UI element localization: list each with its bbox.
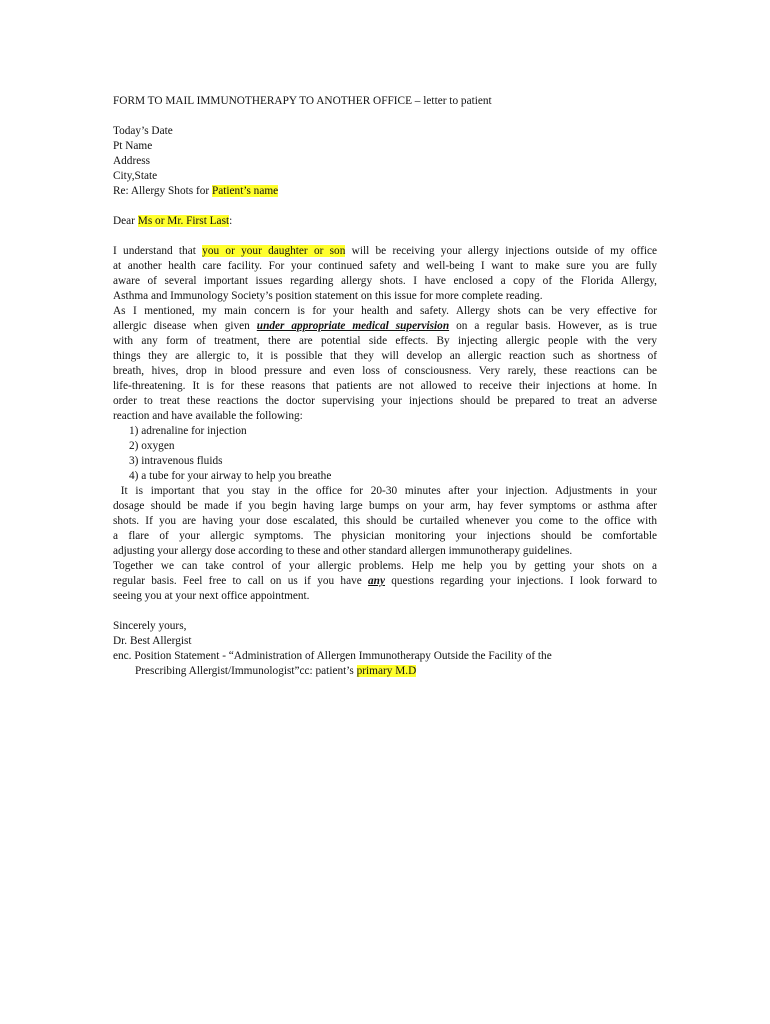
body-prefix: regular basis. Feel free to call on us if you have — [113, 575, 369, 587]
body-line: reaction and have available the following: — [113, 410, 303, 422]
body-line: shots. If you are having your dose escalated, this should be curtailed whenever you come to the office with — [113, 515, 657, 527]
salutation-suffix: : — [229, 215, 233, 227]
address-line: Address — [113, 155, 151, 167]
primary-md-highlight: primary M.D — [356, 665, 417, 677]
body-rest: questions regarding your injections. I look forward to — [384, 575, 657, 587]
body-line: life-threatening. It is for these reasons that patients are not allowed to receive their injections at home. In — [113, 380, 657, 392]
city-state-line: City,State — [113, 170, 158, 182]
body-line — [113, 574, 657, 589]
equipment-list — [113, 424, 657, 484]
letter-page — [113, 94, 657, 679]
re-patient-name-highlight: Patient’s name — [211, 185, 279, 197]
re-prefix: Re: Allergy Shots for — [113, 185, 212, 197]
enclosure-cc-prefix: Prescribing Allergist/Immunologist”cc: patient’s — [135, 665, 357, 677]
spacer — [113, 604, 657, 619]
spacer — [113, 199, 657, 214]
body-line: with any form of treatment, there are potential side effects. By injecting allergic people with the very — [113, 335, 657, 347]
salutation-prefix: Dear — [113, 215, 138, 227]
body-line: adjusting your allergy dose according to these and other standard allergen immunotherapy guidelines. — [113, 545, 573, 557]
letter-body — [113, 244, 657, 604]
body-line: As I mentioned, my main concern is for your health and safety. Allergy shots can be very effective for — [113, 305, 657, 317]
body-line: seeing you at your next office appointment. — [113, 590, 310, 602]
list-item: 3) intravenous fluids — [129, 455, 223, 467]
body-line: aware of several important issues regarding allergy shots. I have enclosed a copy of the Florida Allergy, — [113, 275, 657, 287]
any-emphasis: any — [368, 575, 385, 587]
list-item: 4) a tube for your airway to help you breathe — [129, 470, 332, 482]
body-line — [113, 319, 657, 334]
body-rest: on a regular basis. However, as is true — [449, 320, 657, 332]
address-block — [113, 124, 657, 199]
body-line: breath, hives, drop in blood pressure and even loss of consciousness. Very rarely, these reactions can be — [113, 365, 657, 377]
body-prefix: allergic disease when given — [113, 320, 257, 332]
body-line: things they are allergic to, it is possible that they will develop an allergic reaction such as shortness of — [113, 350, 657, 362]
date-line: Today’s Date — [113, 125, 173, 137]
closing-block — [113, 619, 657, 679]
signer-name: Dr. Best Allergist — [113, 635, 192, 647]
body-line: Together we can take control of your allergic problems. Help me help you by getting your shots on a — [113, 560, 657, 572]
body-rest: will be receiving your allergy injections outside of my office — [345, 245, 658, 257]
body-line: order to treat these reactions the doctor supervising your injections should be prepared to treat an adverse — [113, 395, 657, 407]
body-line — [113, 244, 657, 259]
patient-name-line: Pt Name — [113, 140, 153, 152]
body-line: dosage should be made if you begin having large bumps on your arm, hay fever symptoms or asthma after — [113, 500, 657, 512]
salutation-name-highlight: Ms or Mr. First Last — [137, 215, 230, 227]
body-line: It is important that you stay in the office for 20-30 minutes after your injection. Adjustments in your — [113, 485, 657, 497]
list-item: 1) adrenaline for injection — [129, 425, 247, 437]
document-title: FORM TO MAIL IMMUNOTHERAPY TO ANOTHER OFFICE – letter to patient — [113, 95, 492, 107]
closing-sincerely: Sincerely yours, — [113, 620, 187, 632]
list-item: 2) oxygen — [129, 440, 175, 452]
body-line: a flare of your allergic symptoms. The physician monitoring your injections should be comfortable — [113, 530, 657, 542]
enclosure-cc-line — [113, 664, 657, 679]
body-line: at another health care facility. For your continued safety and well-being I want to make sure you are fully — [113, 260, 657, 272]
enclosure-line: enc. Position Statement - “Administration of Allergen Immunotherapy Outside the Facility of the — [113, 650, 552, 662]
re-line — [113, 184, 657, 199]
body-highlight: you or your daughter or son — [202, 245, 346, 257]
spacer — [113, 229, 657, 244]
spacer — [113, 109, 657, 124]
supervision-emphasis: under appropriate medical supervision — [256, 320, 450, 332]
body-prefix: I understand that — [113, 245, 203, 257]
salutation — [113, 214, 657, 229]
body-line: Asthma and Immunology Society’s position statement on this issue for more complete reading. — [113, 290, 543, 302]
